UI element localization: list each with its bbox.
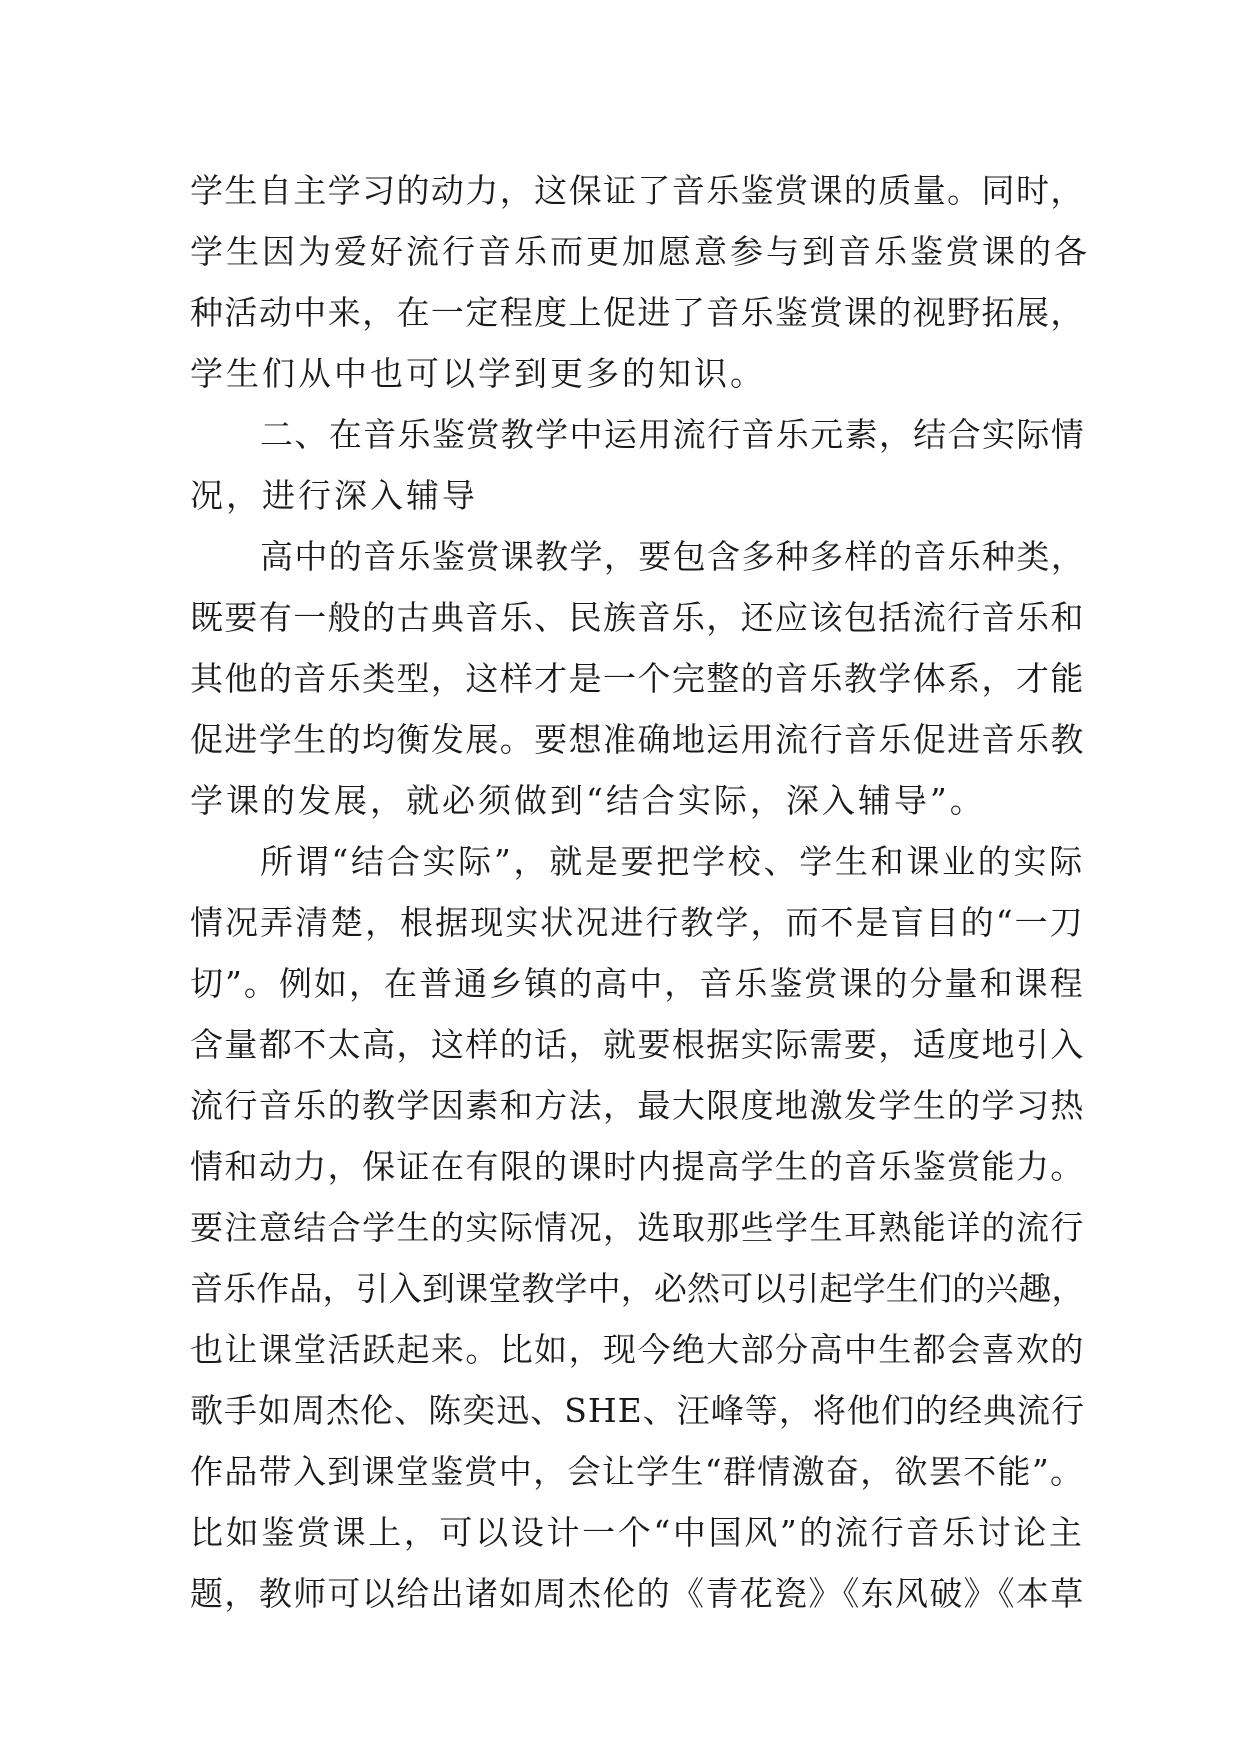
text-line: 题，教师可以给出诸如周杰伦的《青花瓷》《东风破》《本草	[190, 1574, 1085, 1613]
text-line: 促进学生的均衡发展。要想准确地运用流行音乐促进音乐教	[190, 720, 1085, 759]
text-line: 学生们从中也可以学到更多的知识。	[190, 354, 766, 393]
text-line: 流行音乐的教学因素和方法，最大限度地激发学生的学习热	[190, 1086, 1085, 1125]
text-line: 歌手如周杰伦、陈奕迅、SHE、汪峰等，将他们的经典流行	[190, 1391, 1086, 1430]
text-line: 切”。例如，在普通乡镇的高中，音乐鉴赏课的分量和课程	[190, 964, 1085, 1003]
text-line: 作品带入到课堂鉴赏中，会让学生“群情激奋，欲罢不能”。	[190, 1452, 1085, 1491]
text-line: 也让课堂活跃起来。比如，现今绝大部分高中生都会喜欢的	[190, 1330, 1085, 1369]
text-line: 所谓“结合实际”，就是要把学校、学生和课业的实际	[260, 842, 1085, 881]
text-line: 高中的音乐鉴赏课教学，要包含多种多样的音乐种类，	[260, 537, 1086, 576]
text-line: 比如鉴赏课上，可以设计一个“中国风”的流行音乐讨论主	[190, 1513, 1085, 1552]
text-line: 含量都不太高，这样的话，就要根据实际需要，适度地引入	[190, 1025, 1085, 1064]
text-line: 种活动中来，在一定程度上促进了音乐鉴赏课的视野拓展，	[190, 293, 1085, 332]
text-line: 情和动力，保证在有限的课时内提高学生的音乐鉴赏能力。	[190, 1147, 1085, 1186]
text-line: 二、在音乐鉴赏教学中运用流行音乐元素，结合实际情	[260, 415, 1086, 454]
text-line: 音乐作品，引入到课堂教学中，必然可以引起学生们的兴趣，	[190, 1269, 1085, 1308]
text-line: 学生因为爱好流行音乐而更加愿意参与到音乐鉴赏课的各	[190, 232, 1090, 271]
text-line: 学课的发展，就必须做到“结合实际，深入辅导”。	[190, 781, 986, 820]
text-line: 情况弄清楚，根据现实状况进行教学，而不是盲目的“一刀	[190, 903, 1085, 942]
text-line: 既要有一般的古典音乐、民族音乐，还应该包括流行音乐和	[190, 598, 1085, 637]
text-line: 学生自主学习的动力，这保证了音乐鉴赏课的质量。同时，	[190, 171, 1085, 210]
text-line: 其他的音乐类型，这样才是一个完整的音乐教学体系，才能	[190, 659, 1085, 698]
text-line: 况，进行深入辅导	[190, 476, 478, 515]
text-line: 要注意结合学生的实际情况，选取那些学生耳熟能详的流行	[190, 1208, 1085, 1247]
body-text	[190, 160, 1090, 1624]
